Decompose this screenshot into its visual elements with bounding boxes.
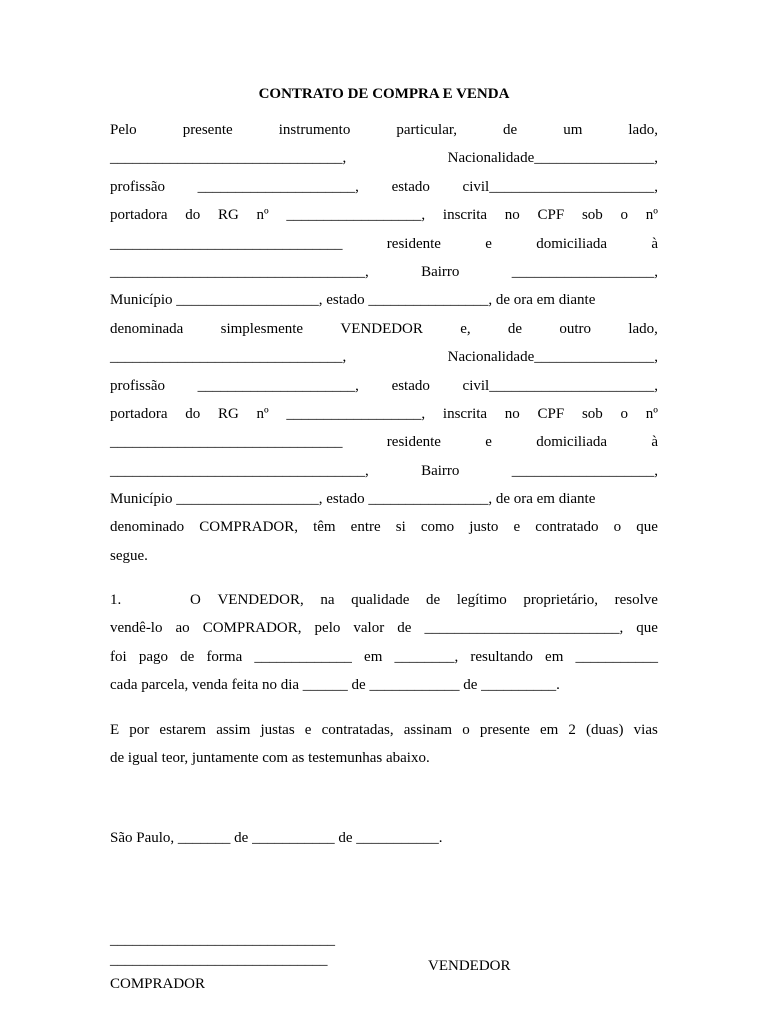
word: proprietário, [523,592,598,608]
clause-number: 1. [110,592,122,608]
word: estarem [159,722,207,738]
paragraph-parties [110,116,658,570]
word: inscrita [442,207,488,224]
word: CPF [537,405,565,422]
word: entre [350,519,381,536]
clause-line-last: cada parcela, venda feita no dia ______ de ____________ de __________. [110,677,560,694]
word: RG [217,207,239,224]
word: resultando [470,648,533,665]
clause-line [110,643,658,671]
word: à [651,434,658,451]
text-line-last: segue. [110,547,148,564]
word: residente [386,235,441,252]
word: assinam [403,722,453,738]
word: contratado [535,519,599,536]
word: pago [138,648,168,665]
word: contratadas, [321,722,394,738]
word: particular, [396,122,457,138]
word: lado, [628,122,658,138]
word: sob [581,207,603,224]
word: e [485,235,492,252]
word: _______________________________, [110,349,347,366]
text-line [110,286,658,314]
word: estado [391,178,430,195]
word: Bairro [421,263,460,280]
word: _____________________, [197,377,359,394]
word: __________________, [286,207,426,224]
word: _______________________________ [110,434,343,451]
word: O [190,592,201,608]
word: inscrita [442,405,488,422]
word: em [545,648,564,665]
word: justo [469,519,499,536]
text-line [110,343,658,371]
word: um [563,122,583,138]
signature-line-top: ______________________________ [110,932,335,948]
word: COMPRADOR, [199,519,299,536]
word: forma [206,648,243,665]
clause-line [110,614,658,642]
closing-line-last: de igual teor, juntamente com as testemunhas abaixo. [110,750,430,767]
word: do [185,207,201,224]
text-line [110,457,658,485]
word: foi [110,648,127,665]
text-line [110,201,658,229]
word: vias [633,722,658,738]
word: resolve [614,592,658,608]
vendedor-label: VENDEDOR [428,958,511,974]
word: lado, [628,320,658,337]
word: VENDEDOR [340,320,423,337]
word: CPF [537,207,565,224]
word: de [180,648,195,665]
word: COMPRADOR, [202,620,302,637]
word: E [110,722,120,738]
word: o [613,519,622,536]
word: ________, [394,648,459,665]
word: qualidade [351,592,410,608]
word: em [539,722,559,738]
text-line [110,485,658,513]
word: em [364,648,383,665]
word: _______________________________, [110,150,347,167]
text-line [110,315,658,343]
word: na [320,592,335,608]
word: __________________________________, [110,263,369,280]
word: nº [256,405,269,422]
word: que [636,620,658,637]
word: no [504,207,520,224]
word: residente [386,434,441,451]
clause-line-text [190,586,658,614]
word: Município ___________________, estado ________________, de ora em diante [110,292,596,309]
text-line [110,258,658,286]
word: _____________________, [197,178,359,195]
word: RG [217,405,239,422]
word: denominado [110,519,185,536]
word: justas [260,722,295,738]
word: por [129,722,150,738]
word: civil______________________, [462,178,658,195]
word: têm [313,519,336,536]
document-title: CONTRATO DE COMPRA E VENDA [258,86,510,102]
word: 2 [568,722,576,738]
word: __________________, [286,405,426,422]
word: VENDEDOR, [217,592,304,608]
text-line [110,372,658,400]
comprador-label: COMPRADOR [110,976,206,992]
word: si [395,519,406,536]
word: valor [353,620,385,637]
text-line [110,116,658,144]
word: nº [645,405,658,422]
clause-line [110,586,658,614]
clause-1 [110,586,658,700]
word: como [420,519,455,536]
word: no [504,405,520,422]
word: profissão [110,178,165,195]
word: profissão [110,377,165,394]
word: e [485,434,492,451]
word: de [426,592,441,608]
word: __________________________, [424,620,624,637]
word: Nacionalidade________________, [447,150,658,167]
word: de [397,620,412,637]
word: (duas) [586,722,624,738]
text-line [110,173,658,201]
word: de [507,320,523,337]
closing-line [110,716,658,744]
word: nº [645,207,658,224]
word: ___________ [575,648,658,665]
word: simplesmente [220,320,304,337]
date-line-block [110,824,658,852]
date-line: São Paulo, _______ de ___________ de ___________. [110,830,443,846]
word: que [636,519,658,536]
word: de [503,122,518,138]
text-line [110,400,658,428]
word: e, [460,320,471,337]
text-line [110,428,658,456]
word: Pelo [110,122,137,138]
word: ___________________, [511,263,658,280]
word: _______________________________ [110,235,343,252]
word: do [185,405,201,422]
word: outro [559,320,592,337]
word: ___________________, [511,462,658,479]
word: o [620,207,629,224]
word: __________________________________, [110,462,369,479]
word: e [513,519,521,536]
word: e [304,722,312,738]
word: vendê-lo [110,620,163,637]
word: presente [182,122,233,138]
word: assim [216,722,251,738]
word: ao [175,620,190,637]
word: o [620,405,629,422]
text-line [110,513,658,541]
word: _____________ [254,648,352,665]
word: sob [581,405,603,422]
word: civil______________________, [462,377,658,394]
word: Bairro [421,462,460,479]
word: presente [479,722,530,738]
word: domiciliada [536,434,608,451]
text-line [110,144,658,172]
word: estado [391,377,430,394]
word: instrumento [278,122,351,138]
word: pelo [314,620,341,637]
signature-line-bottom: _____________________________ [110,952,328,968]
word: portadora [110,405,168,422]
word: o [462,722,470,738]
word: à [651,235,658,252]
word: domiciliada [536,235,608,252]
word: legítimo [456,592,507,608]
closing-paragraph [110,716,658,773]
word: nº [256,207,269,224]
word: Nacionalidade________________, [447,349,658,366]
word: denominada [110,320,184,337]
word: Município ___________________, estado ________________, de ora em diante [110,491,596,508]
text-line [110,230,658,258]
word: portadora [110,207,168,224]
